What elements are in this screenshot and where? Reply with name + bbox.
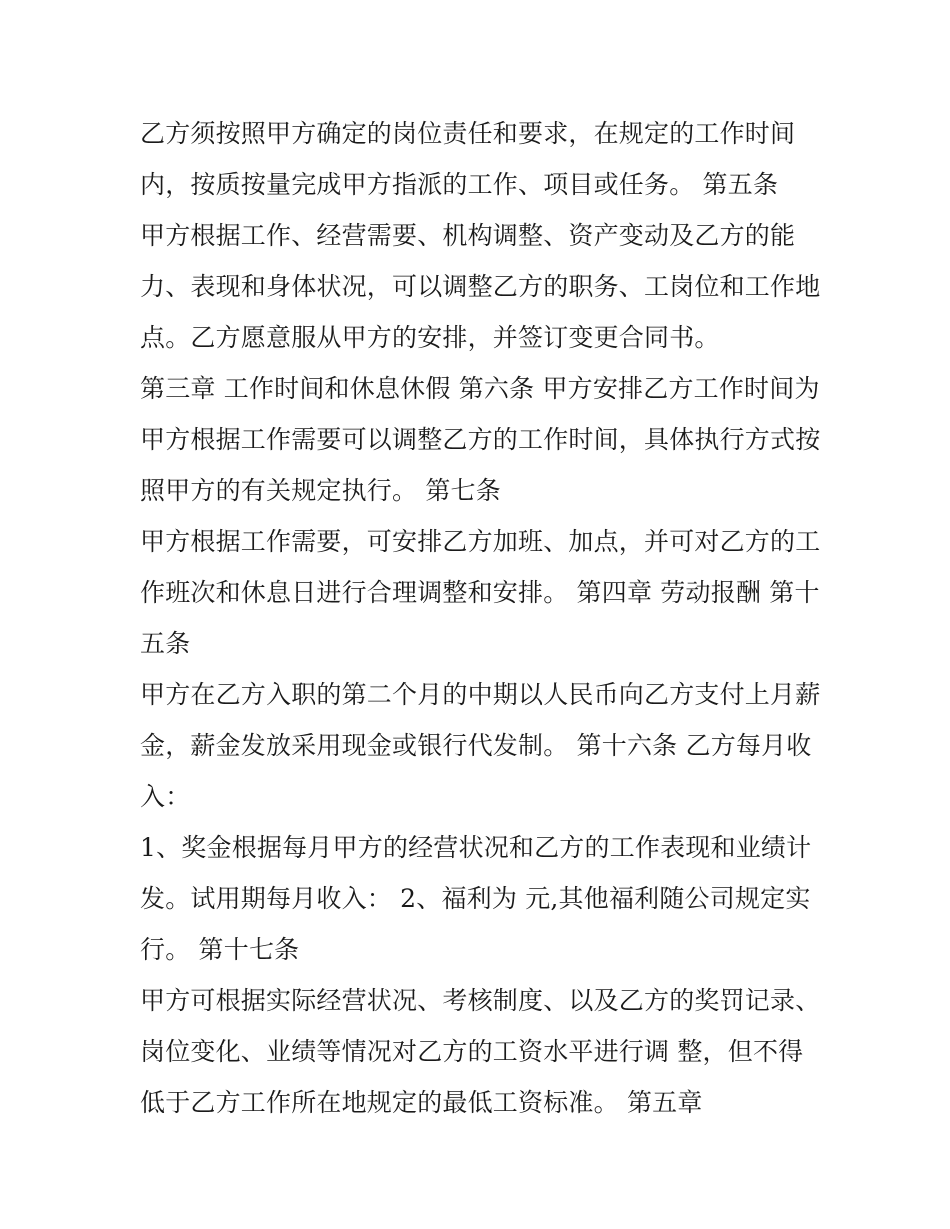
text-line: 发。试用期每月收入： 2、福利为 元,其他福利随公司规定实 bbox=[140, 884, 811, 913]
text-line: 内，按质按量完成甲方指派的工作、项目或任务。 第五条 bbox=[140, 170, 779, 199]
text-line: 力、表现和身体状况，可以调整乙方的职务、工岗位和工作地 bbox=[140, 272, 821, 301]
text-line: 甲方在乙方入职的第二个月的中期以人民币向乙方支付上月薪 bbox=[140, 680, 821, 709]
text-line: 五条 bbox=[140, 629, 191, 658]
text-line: 甲方根据工作需要可以调整乙方的工作时间，具体执行方式按 bbox=[140, 425, 821, 454]
document-body bbox=[140, 108, 830, 1128]
text-line: 1、奖金根据每月甲方的经营状况和乙方的工作表现和业绩计 bbox=[140, 833, 812, 862]
text-line: 甲方根据工作需要，可安排乙方加班、加点，并可对乙方的工 bbox=[140, 527, 821, 556]
text-line: 作班次和休息日进行合理调整和安排。 第四章 劳动报酬 第十 bbox=[140, 578, 820, 607]
text-line: 甲方可根据实际经营状况、考核制度、以及乙方的奖罚记录、 bbox=[140, 986, 821, 1015]
text-line: 乙方须按照甲方确定的岗位责任和要求，在规定的工作时间 bbox=[140, 119, 796, 148]
text-line: 甲方根据工作、经营需要、机构调整、资产变动及乙方的能 bbox=[140, 221, 796, 250]
text-line: 金，薪金发放采用现金或银行代发制。 第十六条 乙方每月收 bbox=[140, 731, 812, 760]
text-line: 入： bbox=[140, 782, 191, 811]
text-line: 照甲方的有关规定执行。 第七条 bbox=[140, 476, 501, 505]
text-line: 第三章 工作时间和休息休假 第六条 甲方安排乙方工作时间为 bbox=[140, 374, 820, 403]
text-line: 岗位变化、业绩等情况对乙方的工资水平进行调 整，但不得 bbox=[140, 1037, 804, 1066]
text-line: 低于乙方工作所在地规定的最低工资标准。 第五章 bbox=[140, 1088, 703, 1117]
text-line: 行。 第十七条 bbox=[140, 935, 300, 964]
text-line: 点。乙方愿意服从甲方的安排，并签订变更合同书。 bbox=[140, 323, 720, 352]
